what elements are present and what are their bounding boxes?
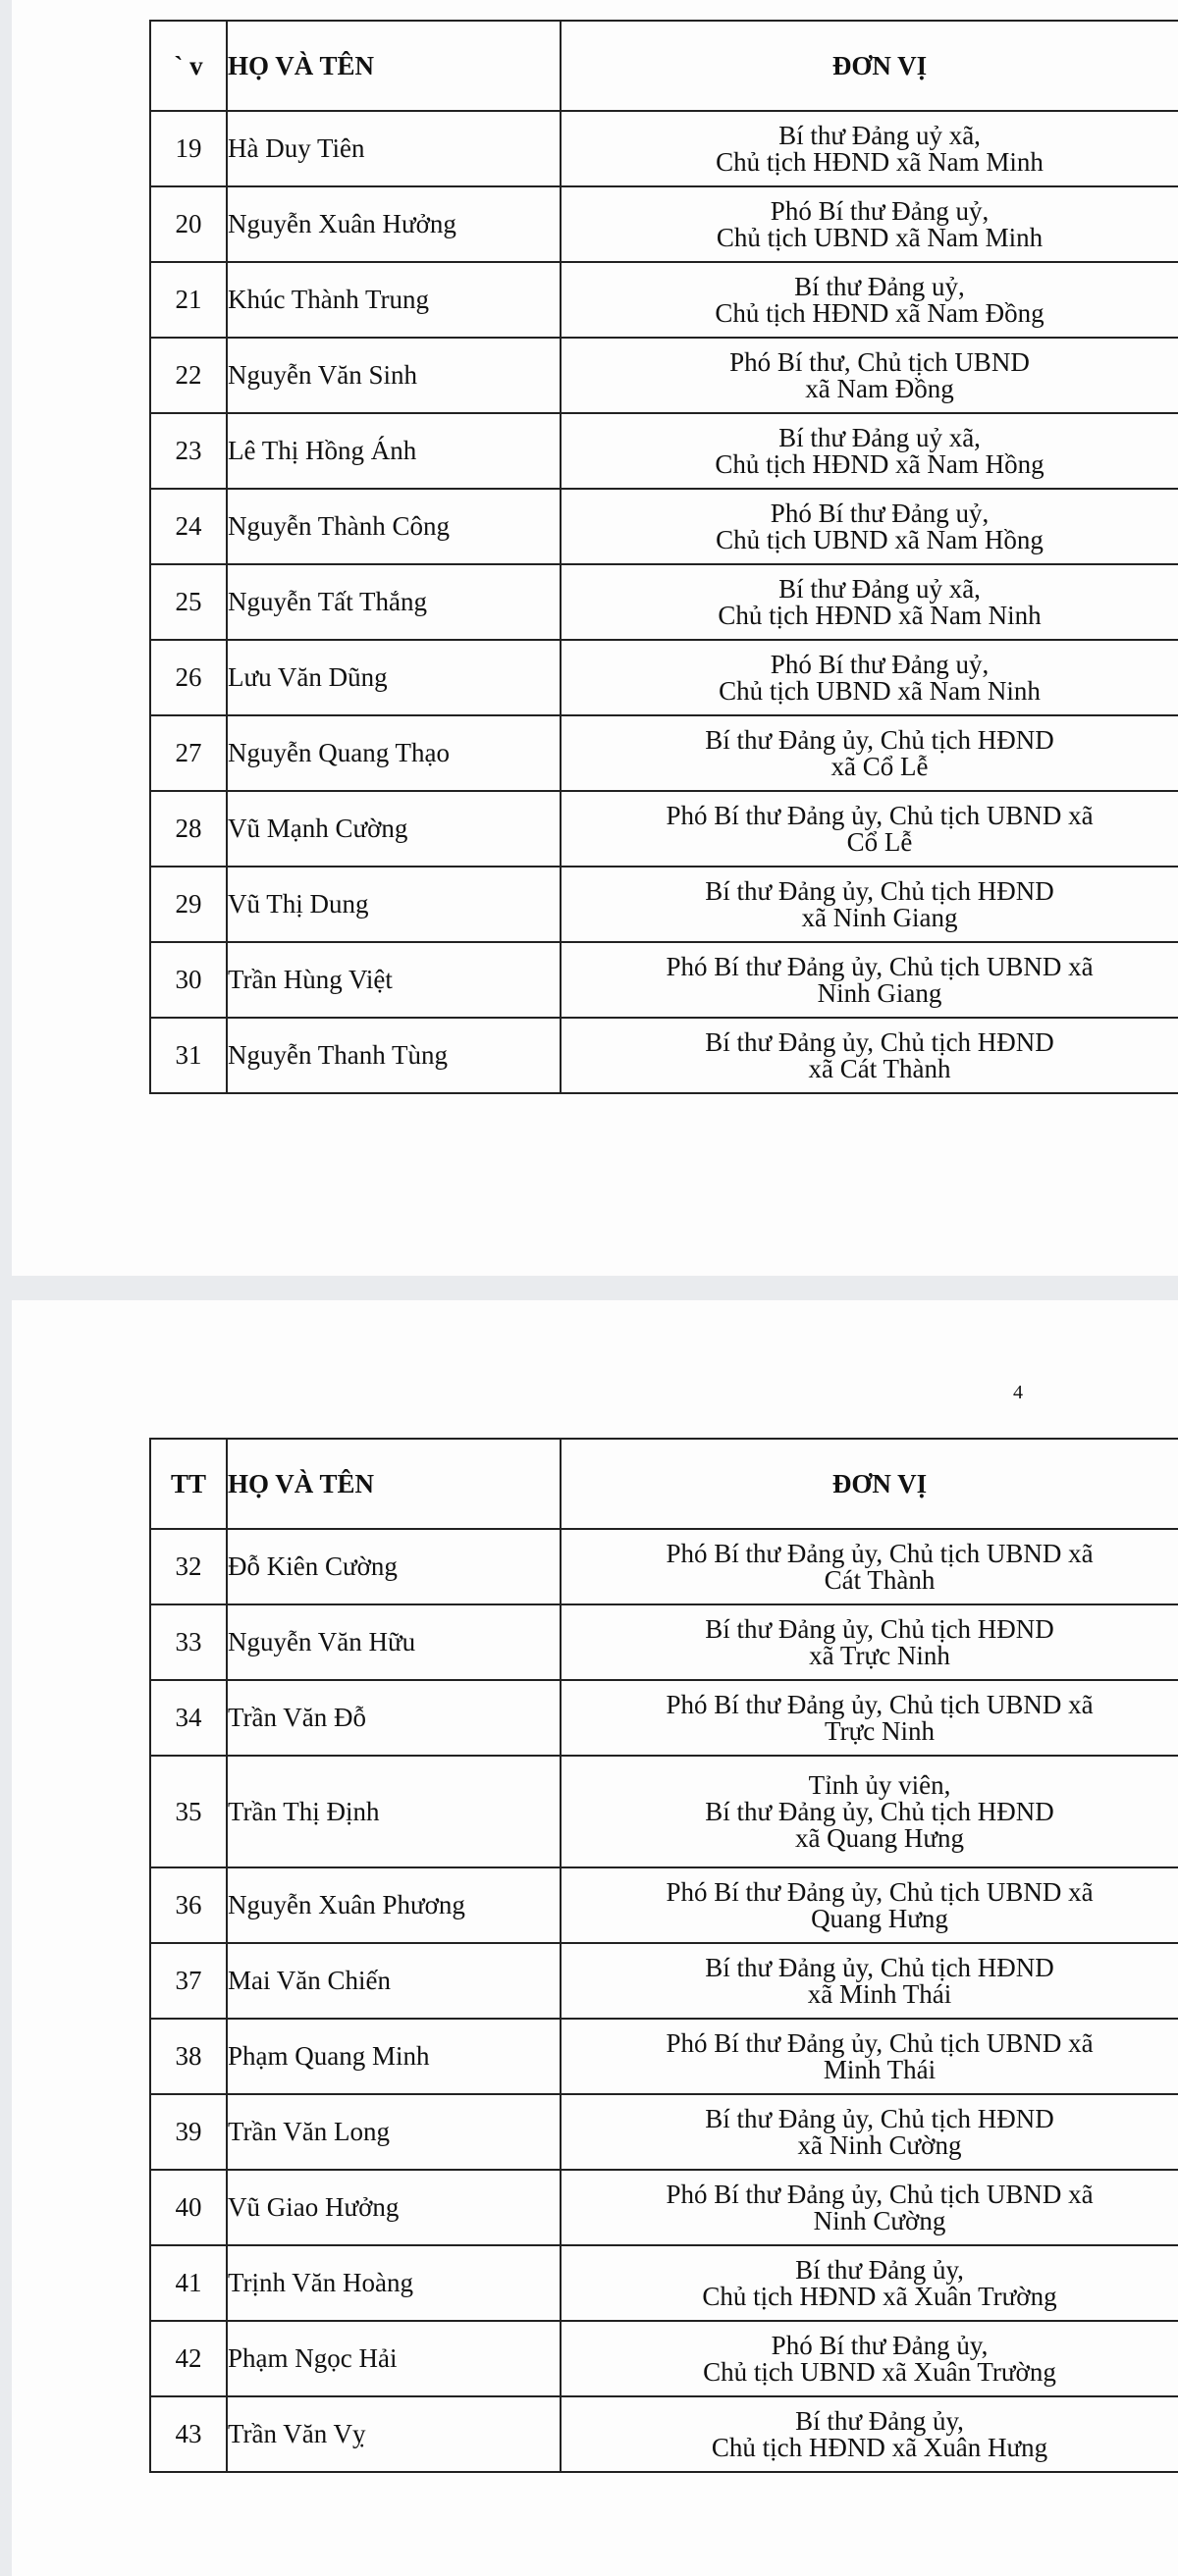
person-name: Nguyễn Tất Thắng [227, 564, 561, 640]
person-name: Phạm Quang Minh [227, 2019, 561, 2094]
row-number: 31 [150, 1018, 227, 1093]
person-name: Trần Văn Vỵ [227, 2396, 561, 2472]
unit-cell [561, 2321, 1178, 2396]
table-row [150, 1680, 1178, 1756]
unit-cell [561, 1604, 1178, 1680]
unit-line: Cổ Lễ [846, 826, 913, 857]
row-number: 42 [150, 2321, 227, 2396]
person-name: Vũ Mạnh Cường [227, 791, 561, 867]
unit-line: Chủ tịch HĐND xã Xuân Hưng [711, 2432, 1048, 2462]
person-name: Vũ Giao Hưởng [227, 2170, 561, 2245]
unit-line: Phó Bí thư Đảng uỷ, [770, 649, 990, 679]
row-number: 20 [150, 186, 227, 262]
table-row [150, 2170, 1178, 2245]
unit-line: Phó Bí thư Đảng ủy, Chủ tịch UBND xã [666, 1538, 1094, 1568]
row-number: 26 [150, 640, 227, 715]
person-name: Nguyễn Xuân Hưởng [227, 186, 561, 262]
unit-line: Bí thư Đảng ủy, Chủ tịch HĐND [705, 1796, 1054, 1826]
table-row [150, 489, 1178, 564]
unit-cell [561, 413, 1178, 489]
unit-line: xã Cát Thành [808, 1053, 951, 1083]
person-name: Trịnh Văn Hoàng [227, 2245, 561, 2321]
unit-line: xã Nam Đồng [805, 373, 954, 403]
unit-cell [561, 2245, 1178, 2321]
table-row [150, 1943, 1178, 2019]
unit-cell [561, 111, 1178, 186]
table-row [150, 338, 1178, 413]
row-number: 36 [150, 1867, 227, 1943]
unit-line: xã Cổ Lễ [830, 751, 929, 781]
person-name: Lưu Văn Dũng [227, 640, 561, 715]
header-name: HỌ VÀ TÊN [227, 21, 561, 111]
unit-line: Chủ tịch HĐND xã Xuân Trường [702, 2281, 1057, 2311]
unit-line: Phó Bí thư Đảng ủy, Chủ tịch UBND xã [666, 2179, 1094, 2209]
header-name: HỌ VÀ TÊN [227, 1439, 561, 1529]
table-header-row [150, 1439, 1178, 1529]
row-number: 33 [150, 1604, 227, 1680]
unit-line: Bí thư Đảng uỷ xã, [778, 573, 981, 604]
row-number: 22 [150, 338, 227, 413]
unit-cell [561, 1943, 1178, 2019]
row-number: 43 [150, 2396, 227, 2472]
unit-cell [561, 1529, 1178, 1604]
unit-line: Chủ tịch HĐND xã Nam Đồng [715, 297, 1044, 328]
row-number: 41 [150, 2245, 227, 2321]
table-row [150, 1018, 1178, 1093]
table-row [150, 2019, 1178, 2094]
unit-line: Bí thư Đảng ủy, Chủ tịch HĐND [705, 1952, 1054, 1982]
unit-line: Chủ tịch UBND xã Nam Hồng [716, 524, 1044, 554]
row-number: 29 [150, 867, 227, 942]
page-number: 4 [1013, 1382, 1023, 1403]
officials-table-page-2 [149, 1438, 1178, 2473]
unit-line: Bí thư Đảng uỷ xã, [778, 422, 981, 452]
person-name: Nguyễn Thành Công [227, 489, 561, 564]
person-name: Nguyễn Văn Sinh [227, 338, 561, 413]
unit-cell [561, 791, 1178, 867]
unit-line: Bí thư Đảng uỷ, [794, 271, 965, 301]
person-name: Nguyễn Xuân Phương [227, 1867, 561, 1943]
unit-cell [561, 2019, 1178, 2094]
table-row [150, 2245, 1178, 2321]
unit-line: Phó Bí thư Đảng ủy, Chủ tịch UBND xã [666, 1689, 1094, 1719]
unit-line: Chủ tịch HĐND xã Nam Minh [716, 146, 1044, 177]
unit-line: Chủ tịch HĐND xã Nam Ninh [718, 600, 1042, 630]
header-tt: ` v [150, 21, 227, 111]
table-row [150, 262, 1178, 338]
row-number: 37 [150, 1943, 227, 2019]
unit-cell [561, 715, 1178, 791]
unit-line: Phó Bí thư Đảng uỷ, [770, 498, 990, 528]
table-header-row [150, 21, 1178, 111]
unit-line: Bí thư Đảng ủy, Chủ tịch HĐND [705, 724, 1054, 755]
person-name: Nguyễn Văn Hữu [227, 1604, 561, 1680]
unit-cell [561, 1018, 1178, 1093]
unit-cell [561, 489, 1178, 564]
person-name: Hà Duy Tiên [227, 111, 561, 186]
person-name: Nguyễn Quang Thạo [227, 715, 561, 791]
table-row [150, 413, 1178, 489]
person-name: Trần Văn Đỗ [227, 1680, 561, 1756]
table-body [150, 1529, 1178, 2472]
unit-line: Tỉnh ủy viên, [808, 1769, 951, 1800]
unit-cell [561, 1756, 1178, 1867]
row-number: 39 [150, 2094, 227, 2170]
row-number: 30 [150, 942, 227, 1018]
unit-line: Phó Bí thư, Chủ tịch UBND [729, 346, 1030, 377]
row-number: 38 [150, 2019, 227, 2094]
table-body [150, 111, 1178, 1093]
unit-line: xã Ninh Cường [797, 2129, 962, 2160]
unit-line: Ninh Giang [817, 977, 942, 1008]
unit-line: Chủ tịch UBND xã Nam Minh [716, 222, 1044, 252]
row-number: 21 [150, 262, 227, 338]
unit-line: Bí thư Đảng ủy, [795, 2254, 964, 2285]
row-number: 32 [150, 1529, 227, 1604]
unit-line: Phó Bí thư Đảng ủy, Chủ tịch UBND xã [666, 1876, 1094, 1907]
unit-line: Quang Hưng [811, 1903, 948, 1933]
unit-line: Ninh Cường [813, 2205, 946, 2235]
unit-line: Bí thư Đảng ủy, Chủ tịch HĐND [705, 1026, 1054, 1057]
unit-line: Bí thư Đảng uỷ xã, [778, 120, 981, 150]
row-number: 40 [150, 2170, 227, 2245]
unit-line: xã Ninh Giang [801, 902, 958, 932]
unit-cell [561, 1867, 1178, 1943]
person-name: Đỗ Kiên Cường [227, 1529, 561, 1604]
row-number: 19 [150, 111, 227, 186]
person-name: Mai Văn Chiến [227, 1943, 561, 2019]
row-number: 27 [150, 715, 227, 791]
unit-cell [561, 2396, 1178, 2472]
unit-line: Chủ tịch UBND xã Nam Ninh [719, 675, 1041, 706]
table-row [150, 867, 1178, 942]
unit-cell [561, 564, 1178, 640]
unit-line: xã Minh Thái [807, 1978, 952, 2009]
table-row [150, 1529, 1178, 1604]
row-number: 35 [150, 1756, 227, 1867]
person-name: Khúc Thành Trung [227, 262, 561, 338]
table-row [150, 2396, 1178, 2472]
unit-line: Phó Bí thư Đảng ủy, Chủ tịch UBND xã [666, 2027, 1094, 2058]
row-number: 34 [150, 1680, 227, 1756]
table-row [150, 1867, 1178, 1943]
table-row [150, 2094, 1178, 2170]
person-name: Trần Hùng Việt [227, 942, 561, 1018]
person-name: Trần Văn Long [227, 2094, 561, 2170]
header-tt: TT [150, 1439, 227, 1529]
unit-line: Phó Bí thư Đảng ủy, Chủ tịch UBND xã [666, 951, 1094, 981]
unit-line: Bí thư Đảng ủy, Chủ tịch HĐND [705, 2103, 1054, 2133]
officials-table-page-1 [149, 20, 1178, 1094]
unit-line: Chủ tịch UBND xã Xuân Trường [703, 2356, 1056, 2387]
table-row [150, 186, 1178, 262]
unit-line: Trực Ninh [825, 1715, 935, 1746]
unit-cell [561, 262, 1178, 338]
person-name: Nguyễn Thanh Tùng [227, 1018, 561, 1093]
row-number: 23 [150, 413, 227, 489]
unit-line: Phó Bí thư Đảng ủy, [771, 2330, 989, 2360]
unit-line: Cát Thành [824, 1564, 936, 1595]
table-row [150, 791, 1178, 867]
unit-cell [561, 186, 1178, 262]
unit-cell [561, 2094, 1178, 2170]
row-number: 24 [150, 489, 227, 564]
unit-line: Chủ tịch HĐND xã Nam Hồng [715, 448, 1044, 479]
header-unit: ĐƠN VỊ [561, 21, 1178, 111]
unit-line: Bí thư Đảng ủy, Chủ tịch HĐND [705, 875, 1054, 906]
unit-line: Bí thư Đảng ủy, Chủ tịch HĐND [705, 1613, 1054, 1644]
table-row [150, 1756, 1178, 1867]
unit-line: Bí thư Đảng ủy, [795, 2405, 964, 2436]
unit-line: Phó Bí thư Đảng ủy, Chủ tịch UBND xã [666, 800, 1094, 830]
table-row [150, 715, 1178, 791]
unit-cell [561, 867, 1178, 942]
table-row [150, 1604, 1178, 1680]
unit-cell [561, 2170, 1178, 2245]
header-unit: ĐƠN VỊ [561, 1439, 1178, 1529]
table-row [150, 2321, 1178, 2396]
row-number: 28 [150, 791, 227, 867]
document-page-1 [12, 0, 1178, 1276]
table-row [150, 111, 1178, 186]
unit-line: xã Quang Hưng [794, 1822, 965, 1853]
unit-line: Phó Bí thư Đảng uỷ, [770, 195, 990, 226]
row-number: 25 [150, 564, 227, 640]
unit-cell [561, 338, 1178, 413]
document-page-2 [12, 1300, 1178, 2576]
unit-cell [561, 942, 1178, 1018]
person-name: Vũ Thị Dung [227, 867, 561, 942]
unit-line: xã Trực Ninh [809, 1640, 950, 1670]
table-row [150, 564, 1178, 640]
person-name: Lê Thị Hồng Ánh [227, 413, 561, 489]
unit-cell [561, 1680, 1178, 1756]
table-row [150, 942, 1178, 1018]
person-name: Phạm Ngọc Hải [227, 2321, 561, 2396]
unit-line: Minh Thái [823, 2054, 937, 2084]
unit-cell [561, 640, 1178, 715]
person-name: Trần Thị Định [227, 1756, 561, 1867]
table-row [150, 640, 1178, 715]
